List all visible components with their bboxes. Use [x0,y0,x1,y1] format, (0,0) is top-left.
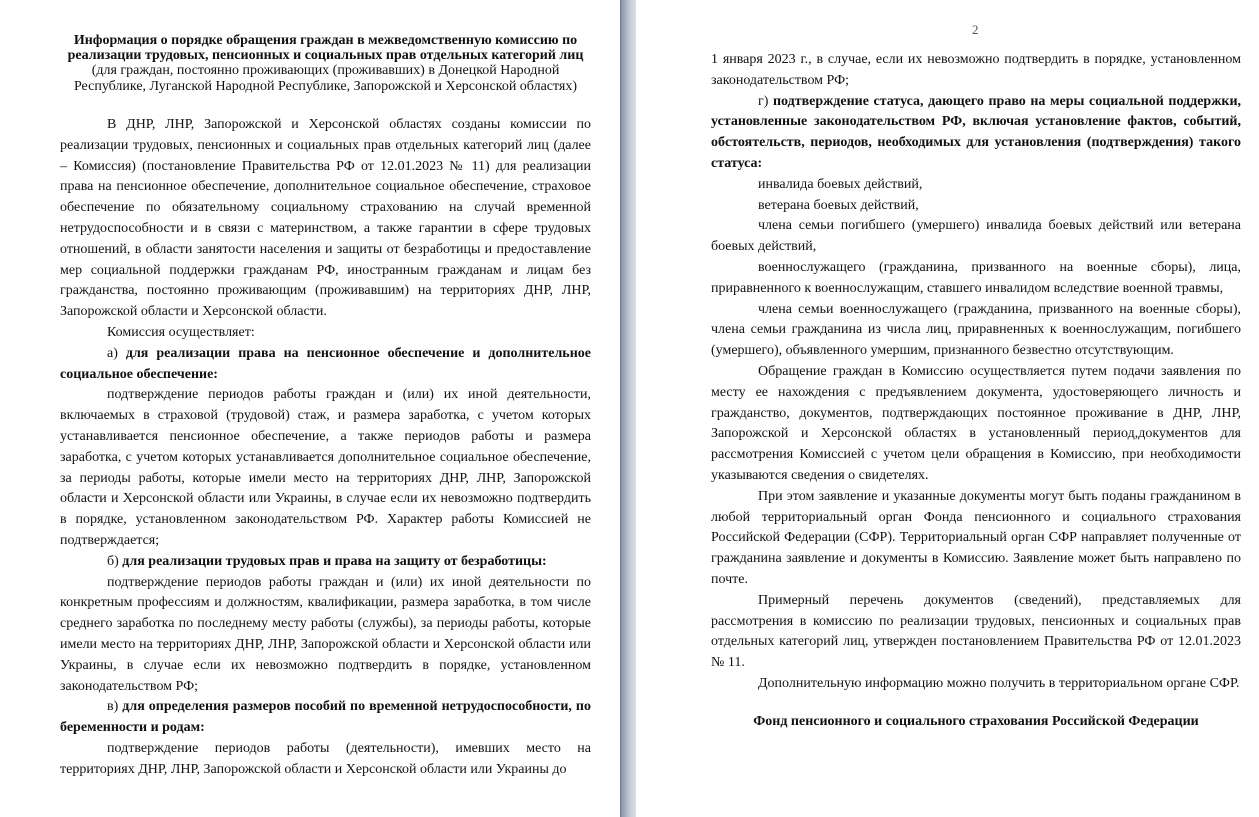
status-item: инвалида боевых действий, [758,176,923,192]
more-info-paragraph: Дополнительную информацию можно получить в территориальном органе СФР. [758,675,1240,691]
submission-paragraph: При этом заявление и указанные документы могут быть поданы гражданином в любой территориальный орган Фонда пенсионного и социального страхования Российской Федерации (СФР). Территориальный орган СФР направляет полученные от гражданина заявление и документы в Комиссию. Заявление может быть направлено по почте. [711,488,1241,587]
status-item: члена семьи погибшего (умершего) инвалида боевых действий или ветерана боевых действий, [711,218,1241,255]
section-b-text: подтверждение периодов работы граждан и (или) их иной деятельности по конкретным профессиям и должностям, квалификации, размера заработка, в том числе среднего заработка по последнему месту работы (службы), за периоды работы, которые имели место на территориях ДНР, ЛНР, Запорожской области и Херсонской области или Украины, в случае если их невозможно подтвердить в порядке, установленном законодательством РФ; [60,574,591,694]
document-subtitle: (для граждан, постоянно проживающих (проживавших) в Донецкой Народной Республике, Луганской Народной Республике, Запорожской и Херсонской областях) [73,63,578,94]
appeal-paragraph: Обращение граждан в Комиссию осуществляется путем подачи заявления по месту ее нахождения с предъявлением документа, удостоверяющего личность и гражданство, документов, подтверждающих постоянное проживание в ДНР, ЛНР, Запорожской и Херсонской областях в установленный период,документов для рассмотрения Комиссией с учетом цели обращения в Комиссию, при необходимости указываются сведения о свидетелях. [711,363,1241,483]
page-1-text [60,33,591,781]
section-b-title: для реализации трудовых прав и права на защиту от безработицы: [122,553,547,569]
section-a-title: для реализации права на пенсионное обеспечение и дополнительное социальное обеспечение: [60,345,591,382]
commission-does-paragraph: Комиссия осуществляет: [107,324,255,340]
status-item: ветерана боевых действий, [758,197,919,213]
section-c-title: для определения размеров пособий по временной нетрудоспособности, по беременности и родам: [60,699,591,736]
document-title: Информация о порядке обращения граждан в межведомственную комиссию по реализации трудовых, пенсионных и социальных прав отдельных категорий лиц [67,33,584,63]
documents-list-paragraph: Примерный перечень документов (сведений), представляемых для рассмотрения в комиссию по реализации трудовых, пенсионных и социальных прав отдельных категорий лиц, утвержден постановлением Правительства РФ от 12.01.2023 № 11. [711,592,1241,671]
section-a-heading [60,344,591,386]
section-g-prefix: г) [758,93,773,109]
section-g-heading [711,92,1241,175]
signature-organization: Фонд пенсионного и социального страхования Российской Федерации [753,714,1199,729]
section-g-title: подтверждение статуса, дающего право на меры социальной поддержки, установленные законодательством РФ, включая установление фактов, событий, обстоятельств, периодов, необходимых для установления (подтверждения) такого статуса: [711,93,1242,171]
page-2-text [711,50,1241,695]
page-divider [620,0,637,817]
continuation-paragraph: 1 января 2023 г., в случае, если их невозможно подтвердить в порядке, установленном законодательством РФ; [711,52,1241,88]
section-c-prefix: в) [107,699,123,715]
document-page-1 [0,0,620,817]
document-page-2 [636,0,1259,817]
status-item: члена семьи военнослужащего (гражданина, призванного на военные сборы), члена семьи гражданина из числа лиц, приравненных к военнослужащим, погибшего (умершего), объявленного умершим, признанного безвестно отсутствующим. [711,301,1241,359]
status-item: военнослужащего (гражданина, призванного на военные сборы), лица, приравненного к военнослужащим, ставшего инвалидом вследствие военной травмы, [711,259,1241,296]
section-a-prefix: а) [107,345,126,361]
section-b-heading [60,552,591,573]
section-a-text: подтверждение периодов работы граждан и (или) их иной деятельности, включаемых в страховой (трудовой) стаж, и размера заработка, с учетом которых устанавливается пенсионное обеспечение, а также периодов работы и размера заработка, с учетом которых устанавливается дополнительное социальное обеспечение, за периоды работы, которые имели место на территориях ДНР, ЛНР, Запорожской области и Херсонской области или Украины, в случае если их невозможно подтвердить в порядке, установленном законодательством РФ. Характер работы Комиссией не подтверждается; [60,387,591,548]
section-c-heading [60,697,591,739]
section-c-text: подтверждение периодов работы (деятельности), имевших место на территориях ДНР, ЛНР, Запорожской области и Херсонской области или Украины до [60,740,591,777]
section-b-prefix: б) [107,553,123,569]
intro-paragraph: В ДНР, ЛНР, Запорожской и Херсонской областях созданы комиссии по реализации трудовых, пенсионных и социальных прав отдельных категорий лиц (далее – Комиссия) (постановление Правительства РФ от 12.01.2023 № 11) для реализации права на пенсионное обеспечение, дополнительное социальное обеспечение, страховое обеспечение по обязательному социальному страхованию на случай временной нетрудоспособности и в связи с материнством, а также гарантии в сфере трудовых отношений, в области занятости населения и защиты от безработицы и предоставление мер социальной поддержки гражданам РФ, иностранным гражданам и лицам без гражданства, постоянно проживающим (проживавшим) на территориях ДНР, ЛНР, Запорожской области и Херсонской области. [60,117,591,320]
page-number: 2 [972,22,979,37]
